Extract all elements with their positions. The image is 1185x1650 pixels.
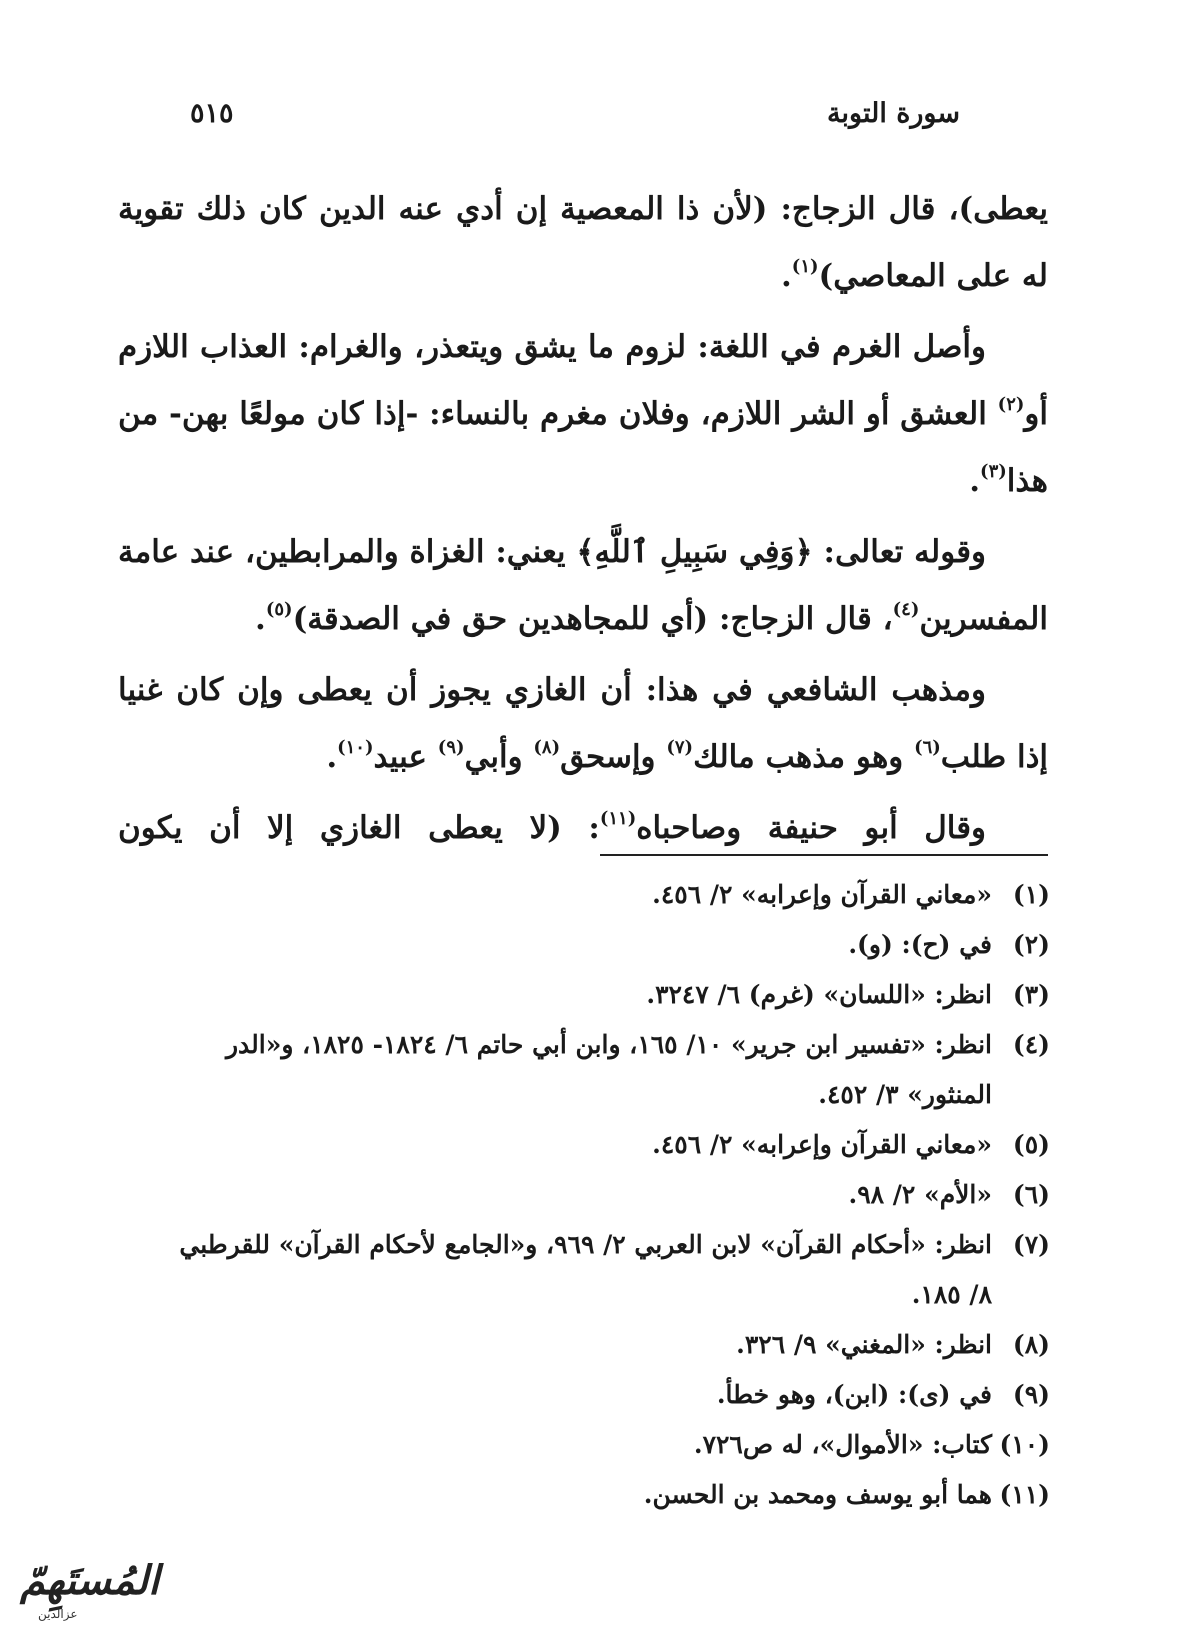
paragraph-2: وأصل الغرم في اللغة: لزوم ما يشق ويتعذر، والغرام: العذاب اللازم أو$^{(٢)}$ العشق أو الشر اللازم، وفلان مغرم بالنساء: -إذا كان مولعًا بهن- من هذا$^{(٣)}$. <box>118 329 1048 499</box>
footnote-ref-4: (٤) <box>892 599 920 620</box>
page-header <box>190 98 960 138</box>
paragraph-4: ومذهب الشافعي في هذا: أن الغازي يجوز أن يعطى وإن كان غنيا إذا طلب$^{(٦)}$ وهو مذهب مالك$^{(٧)}$ وإسحق$^{(٨)}$ وأبي$^{(٩)}$ عبيد$^{(١٠)}$. <box>118 672 1048 775</box>
footnote-11: (١١)هما أبو يوسف ومحمد بن الحسن. <box>643 1480 1050 1509</box>
page-number: ٥١٥ <box>190 98 234 129</box>
footnote-8: (٨)انظر: «المغني» ٩/ ٣٢٦. <box>736 1330 1050 1359</box>
footnote-ref-7: (٧) <box>666 737 694 758</box>
footnote-ref-8: (٨) <box>533 737 561 758</box>
logo-subtext: عزالدين <box>38 1607 78 1621</box>
footnote-10: (١٠)كتاب: «الأموال»، له ص٧٢٦. <box>693 1430 1050 1459</box>
footnote-ref-6: (٦) <box>914 737 941 758</box>
footnote-3: (٣)انظر: «اللسان» (غرم) ٦/ ٣٢٤٧. <box>646 980 1050 1009</box>
footnote-4: (٤)انظر: «تفسير ابن جرير» ١٠/ ١٦٥، وابن أبي حاتم ٦/ ١٨٢٤- ١٨٢٥، و«الدر المنثور» ٣/ ٤٥٢. <box>225 1030 1050 1109</box>
paragraph-3: وقوله تعالى: ﴿وَفِي سَبِيلِ ٱللَّهِ﴾ يعني: الغزاة والمرابطين، عند عامة المفسرين$^{(٤)}$، قال الزجاج: (أي للمجاهدين حق في الصدقة)$^{(٥)}$. <box>118 534 1048 637</box>
footnote-2: (٢)في (ح): (و). <box>848 930 1050 959</box>
footnote-separator <box>600 854 1048 856</box>
running-title: سورة التوبة <box>827 98 960 129</box>
footnote-ref-11: (١١) <box>599 808 637 829</box>
footnote-6: (٦)«الأم» ٢/ ٩٨. <box>848 1180 1050 1209</box>
footnote-ref-5: (٥) <box>265 599 293 620</box>
main-text <box>118 176 1048 866</box>
footnote-9: (٩)في (ى): (ابن)، وهو خطأ. <box>716 1380 1050 1409</box>
footnote-ref-1: (١) <box>791 256 819 277</box>
logo-calligraphy: المُستَهِمّ <box>20 1557 160 1604</box>
footnote-ref-2: (٢) <box>997 394 1025 415</box>
footnotes <box>118 870 1050 1520</box>
paragraph-5: وقال أبو حنيفة وصاحباه$^{(١١)}$: (لا يعطى الغازي إلا أن يكون <box>118 808 986 846</box>
footnote-ref-9: (٩) <box>437 737 465 758</box>
paragraph-1: يعطى)، قال الزجاج: (لأن ذا المعصية إن أدي عنه الدين كان ذلك تقوية له على المعاصي)$^{(١)}$. <box>118 191 1048 294</box>
footnote-ref-10: (١٠) <box>337 737 374 758</box>
footnote-ref-3: (٣) <box>980 461 1007 482</box>
footnote-5: (٥)«معاني القرآن وإعرابه» ٢/ ٤٥٦. <box>652 1130 1050 1159</box>
publisher-logo <box>20 1555 170 1635</box>
footnote-7: (٧)انظر: «أحكام القرآن» لابن العربي ٢/ ٩٦٩، و«الجامع لأحكام القرآن» للقرطبي ٨/ ١٨٥. <box>179 1230 1050 1309</box>
footnote-1: (١)«معاني القرآن وإعرابه» ٢/ ٤٥٦. <box>652 880 1050 909</box>
